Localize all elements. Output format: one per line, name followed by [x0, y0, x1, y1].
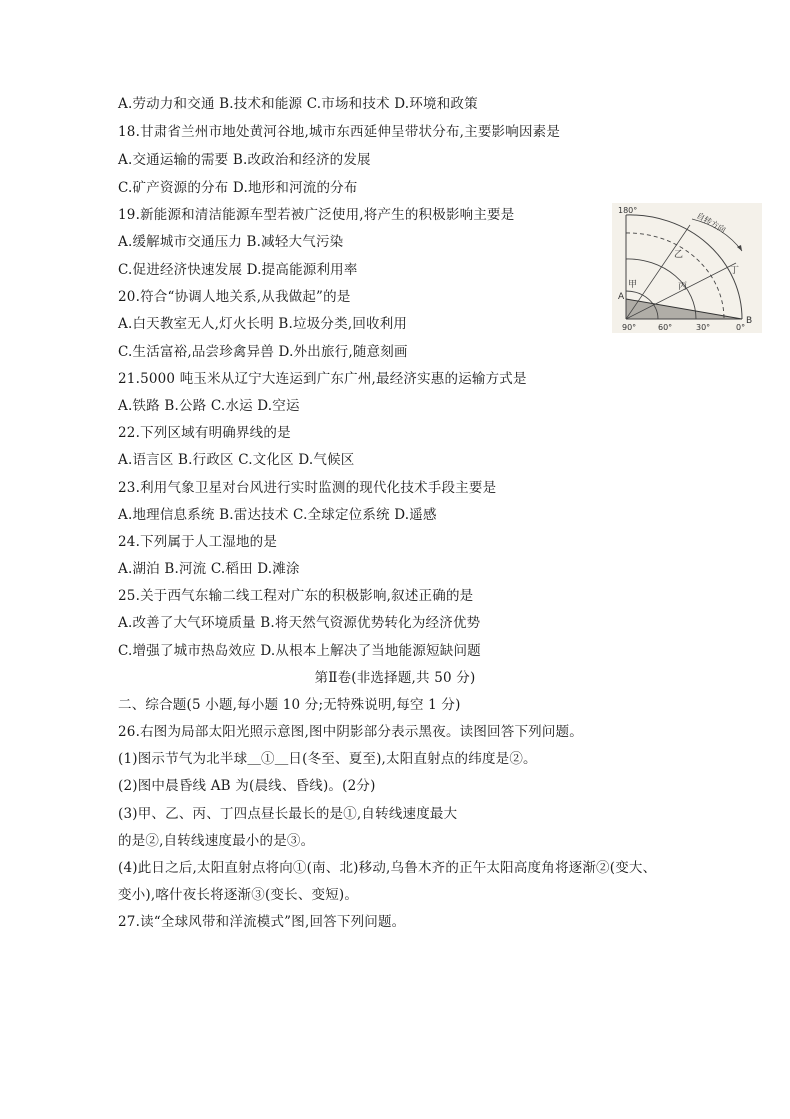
q26-sub3: (3)甲、乙、丙、丁四点昼长最长的是①,自转线速度最大 — [118, 806, 458, 822]
label-bing: 丙 — [678, 282, 688, 292]
label-30: 30° — [696, 323, 711, 332]
q25-options-cd: C.增强了城市热岛效应 D.从根本上解决了当地能源短缺问题 — [118, 643, 481, 659]
q17-options: A.劳动力和交通 B.技术和能源 C.市场和技术 D.环境和政策 — [118, 96, 478, 112]
label-rotation: 自转方向 — [695, 210, 728, 235]
q26-sub2: (2)图中晨昏线 AB 为(晨线、昏线)。(2分) — [118, 778, 376, 794]
q20-stem: 20.符合“协调人地关系,从我做起”的是 — [118, 289, 351, 305]
label-60: 60° — [658, 323, 673, 332]
q25-options-ab: A.改善了大气环境质量 B.将天然气资源优势转化为经济优势 — [118, 615, 481, 631]
q18-options-ab: A.交通运输的需要 B.改政治和经济的发展 — [118, 152, 371, 168]
q24-options: A.湖泊 B.河流 C.稻田 D.滩涂 — [118, 561, 300, 577]
label-90: 90° — [622, 323, 637, 332]
part2-heading: 二、综合题(5 小题,每小题 10 分;无特殊说明,每空 1 分) — [118, 697, 461, 713]
label-jia: 甲 — [628, 280, 638, 290]
q23-stem: 23.利用气象卫星对台风进行实时监测的现代化技术手段主要是 — [118, 480, 497, 496]
label-180: 180° — [618, 206, 638, 215]
label-0: 0° — [736, 323, 746, 332]
sunlight-diagram-svg — [612, 203, 762, 333]
q21-options: A.铁路 B.公路 C.水运 D.空运 — [118, 398, 300, 414]
q18-stem: 18.甘肃省兰州市地处黄河谷地,城市东西延伸呈带状分布,主要影响因素是 — [118, 124, 561, 140]
sunlight-diagram — [612, 203, 762, 333]
section-title: 第Ⅱ卷(非选择题,共 50 分) — [314, 670, 476, 686]
q26-sub3-cont: 的是②,自转线速度最小的是③。 — [118, 833, 315, 849]
q19-stem: 19.新能源和清洁能源车型若被广泛使用,将产生的积极影响主要是 — [118, 207, 515, 223]
q26-sub4-cont: 变小),喀什夜长将逐渐③(变长、变短)。 — [118, 887, 359, 903]
q19-options-ab: A.缓解城市交通压力 B.减轻大气污染 — [118, 234, 344, 250]
label-ding: 丁 — [730, 266, 740, 276]
q22-options: A.语言区 B.行政区 C.文化区 D.气候区 — [118, 452, 355, 468]
q26-sub1: (1)图示节气为北半球＿①＿日(冬至、夏至),太阳直射点的纬度是②。 — [118, 751, 537, 767]
q18-options-cd: C.矿产资源的分布 D.地形和河流的分布 — [118, 180, 358, 196]
q20-options-cd: C.生活富裕,品尝珍禽异兽 D.外出旅行,随意刻画 — [118, 344, 408, 360]
q26-sub4: (4)此日之后,太阳直射点将向①(南、北)移动,乌鲁木齐的正午太阳高度角将逐渐②(变大、 — [118, 860, 657, 876]
q27-stem: 27.读“全球风带和洋流模式”图,回答下列问题。 — [118, 914, 406, 930]
q25-stem: 25.关于西气东输二线工程对广东的积极影响,叙述正确的是 — [118, 588, 474, 604]
label-b: B — [746, 316, 753, 326]
label-a: A — [618, 292, 625, 302]
q26-stem: 26.右图为局部太阳光照示意图,图中阴影部分表示黑夜。读图回答下列问题。 — [118, 724, 583, 740]
q24-stem: 24.下列属于人工湿地的是 — [118, 534, 278, 550]
q20-options-ab: A.白天教室无人,灯火长明 B.垃圾分类,回收利用 — [118, 316, 408, 332]
q22-stem: 22.下列区域有明确界线的是 — [118, 425, 291, 441]
q23-options: A.地理信息系统 B.雷达技术 C.全球定位系统 D.遥感 — [118, 507, 437, 523]
q21-stem: 21.5000 吨玉米从辽宁大连运到广东广州,最经济实惠的运输方式是 — [118, 371, 527, 387]
label-yi: 乙 — [674, 250, 684, 260]
q19-options-cd: C.促进经济快速发展 D.提高能源利用率 — [118, 262, 358, 278]
